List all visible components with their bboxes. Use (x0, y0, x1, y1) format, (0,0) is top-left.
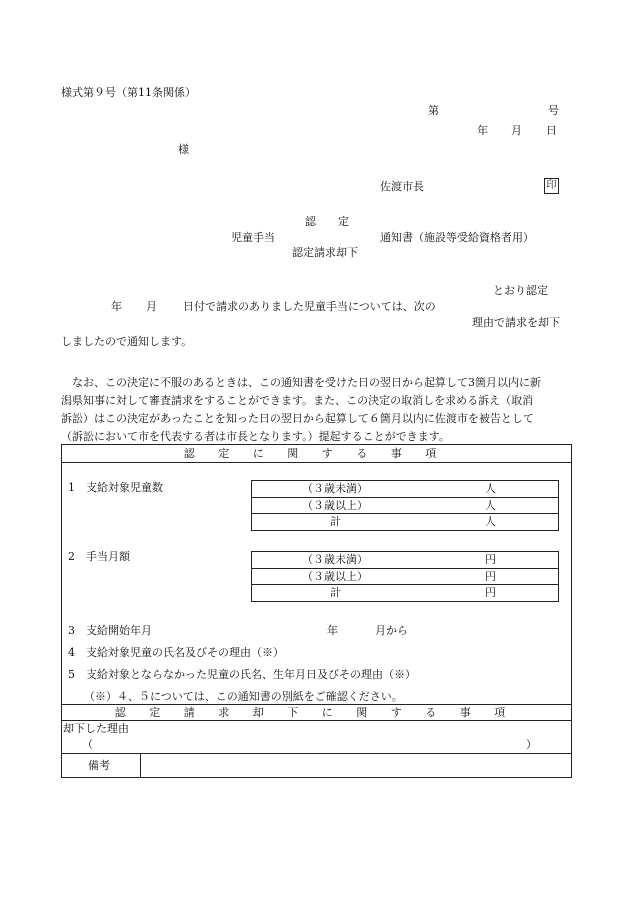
body-line2-year: 年 (111, 300, 122, 313)
section1-header: 認 定 に 関 す る 事 項 (183, 447, 447, 460)
notice-line-2: 潟県知事に対して審査請求をすることができます。また、この決定の取消しを求める訴え（取消 (61, 394, 534, 407)
section2-header: 認 定 請 求 却 下 に 関 す る 事 項 (114, 706, 516, 719)
date-day: 日 (546, 124, 557, 137)
item5-label: 5 支給対象とならなかった児童の氏名、生年月日及びその理由（※） (68, 668, 416, 681)
body-line2-text: 日付で請求のありました児童手当については、次の (183, 300, 436, 313)
title-option-nintei: 認 定 (305, 215, 349, 228)
section2-divider (61, 720, 572, 721)
section1-divider (61, 462, 572, 463)
notice-line-3: 訴訟）はこの決定があったことを知った日の翌日から起算して６箇月以内に佐渡市を被告として (61, 412, 534, 425)
item1-label: 1 支給対象児童数 (68, 481, 163, 494)
reason-paren-open: （ (82, 738, 93, 751)
item1-row-under3-unit: 人 (485, 482, 496, 495)
item3-month: 月から (375, 624, 408, 637)
body-line1-right: とおり認定 (493, 284, 548, 297)
item3-label: 3 支給開始年月 (68, 624, 152, 637)
issuer: 佐渡市長 (380, 180, 424, 193)
item3-year: 年 (327, 624, 338, 637)
body-line3-right: 理由で請求を却下 (472, 316, 560, 329)
remarks-label: 備考 (88, 759, 110, 772)
notice-line-4: （訴訟において市を代表する者は市長となります。）提起することができます。 (61, 430, 450, 443)
title-suffix: 通知書（施設等受給資格者用） (380, 231, 534, 244)
addressee-suffix: 様 (178, 143, 189, 156)
item1-row-over3-label: （３歳以上） (302, 499, 368, 512)
remarks-column-divider (140, 753, 141, 778)
number-suffix: 号 (548, 104, 559, 117)
item1-row-total-unit: 人 (485, 515, 496, 528)
item2-row-total-unit: 円 (485, 586, 496, 599)
number-prefix: 第 (428, 104, 439, 117)
form-number: 様式第９号（第11条関係） (61, 86, 196, 99)
body-line2-month: 月 (146, 300, 157, 313)
item1-row-total-label: 計 (330, 515, 341, 528)
date-year: 年 (477, 124, 488, 137)
item2-row-over3-unit: 円 (485, 570, 496, 583)
notice-line-1: なお、この決定に不服のあるときは、この通知書を受けた日の翌日から起算して3箇月以内に新 (72, 376, 541, 389)
item2-subtable (251, 551, 559, 602)
item1-row-under3 (252, 481, 558, 498)
item4-label: 4 支給対象児童の氏名及びその理由（※） (68, 646, 284, 659)
seal-mark: 印 (544, 178, 559, 194)
date-month: 月 (511, 124, 522, 137)
title-option-kyakka: 認定請求却下 (292, 246, 358, 259)
item1-row-under3-label: （３歳未満） (302, 482, 368, 495)
item2-row-under3-label: （３歳未満） (302, 553, 368, 566)
reason-label: 却下した理由 (63, 722, 129, 735)
remarks-divider (61, 753, 572, 754)
section2-top-divider (61, 704, 572, 705)
body-line4: しましたので通知します。 (61, 335, 193, 348)
item2-row-over3-label: （３歳以上） (302, 570, 368, 583)
item1-subtable (251, 480, 559, 531)
item2-row-under3-unit: 円 (485, 553, 496, 566)
table-note: （※）４、５については、この通知書の別紙をご確認ください。 (84, 690, 403, 703)
item2-label: 2 手当月額 (68, 550, 130, 563)
title-subject: 児童手当 (231, 231, 275, 244)
item2-row-total (252, 584, 558, 602)
item2-row-total-label: 計 (330, 586, 341, 599)
item2-row-under3 (252, 552, 558, 569)
reason-paren-close: ） (526, 738, 537, 751)
item1-row-total (252, 513, 558, 531)
item1-row-over3-unit: 人 (485, 499, 496, 512)
